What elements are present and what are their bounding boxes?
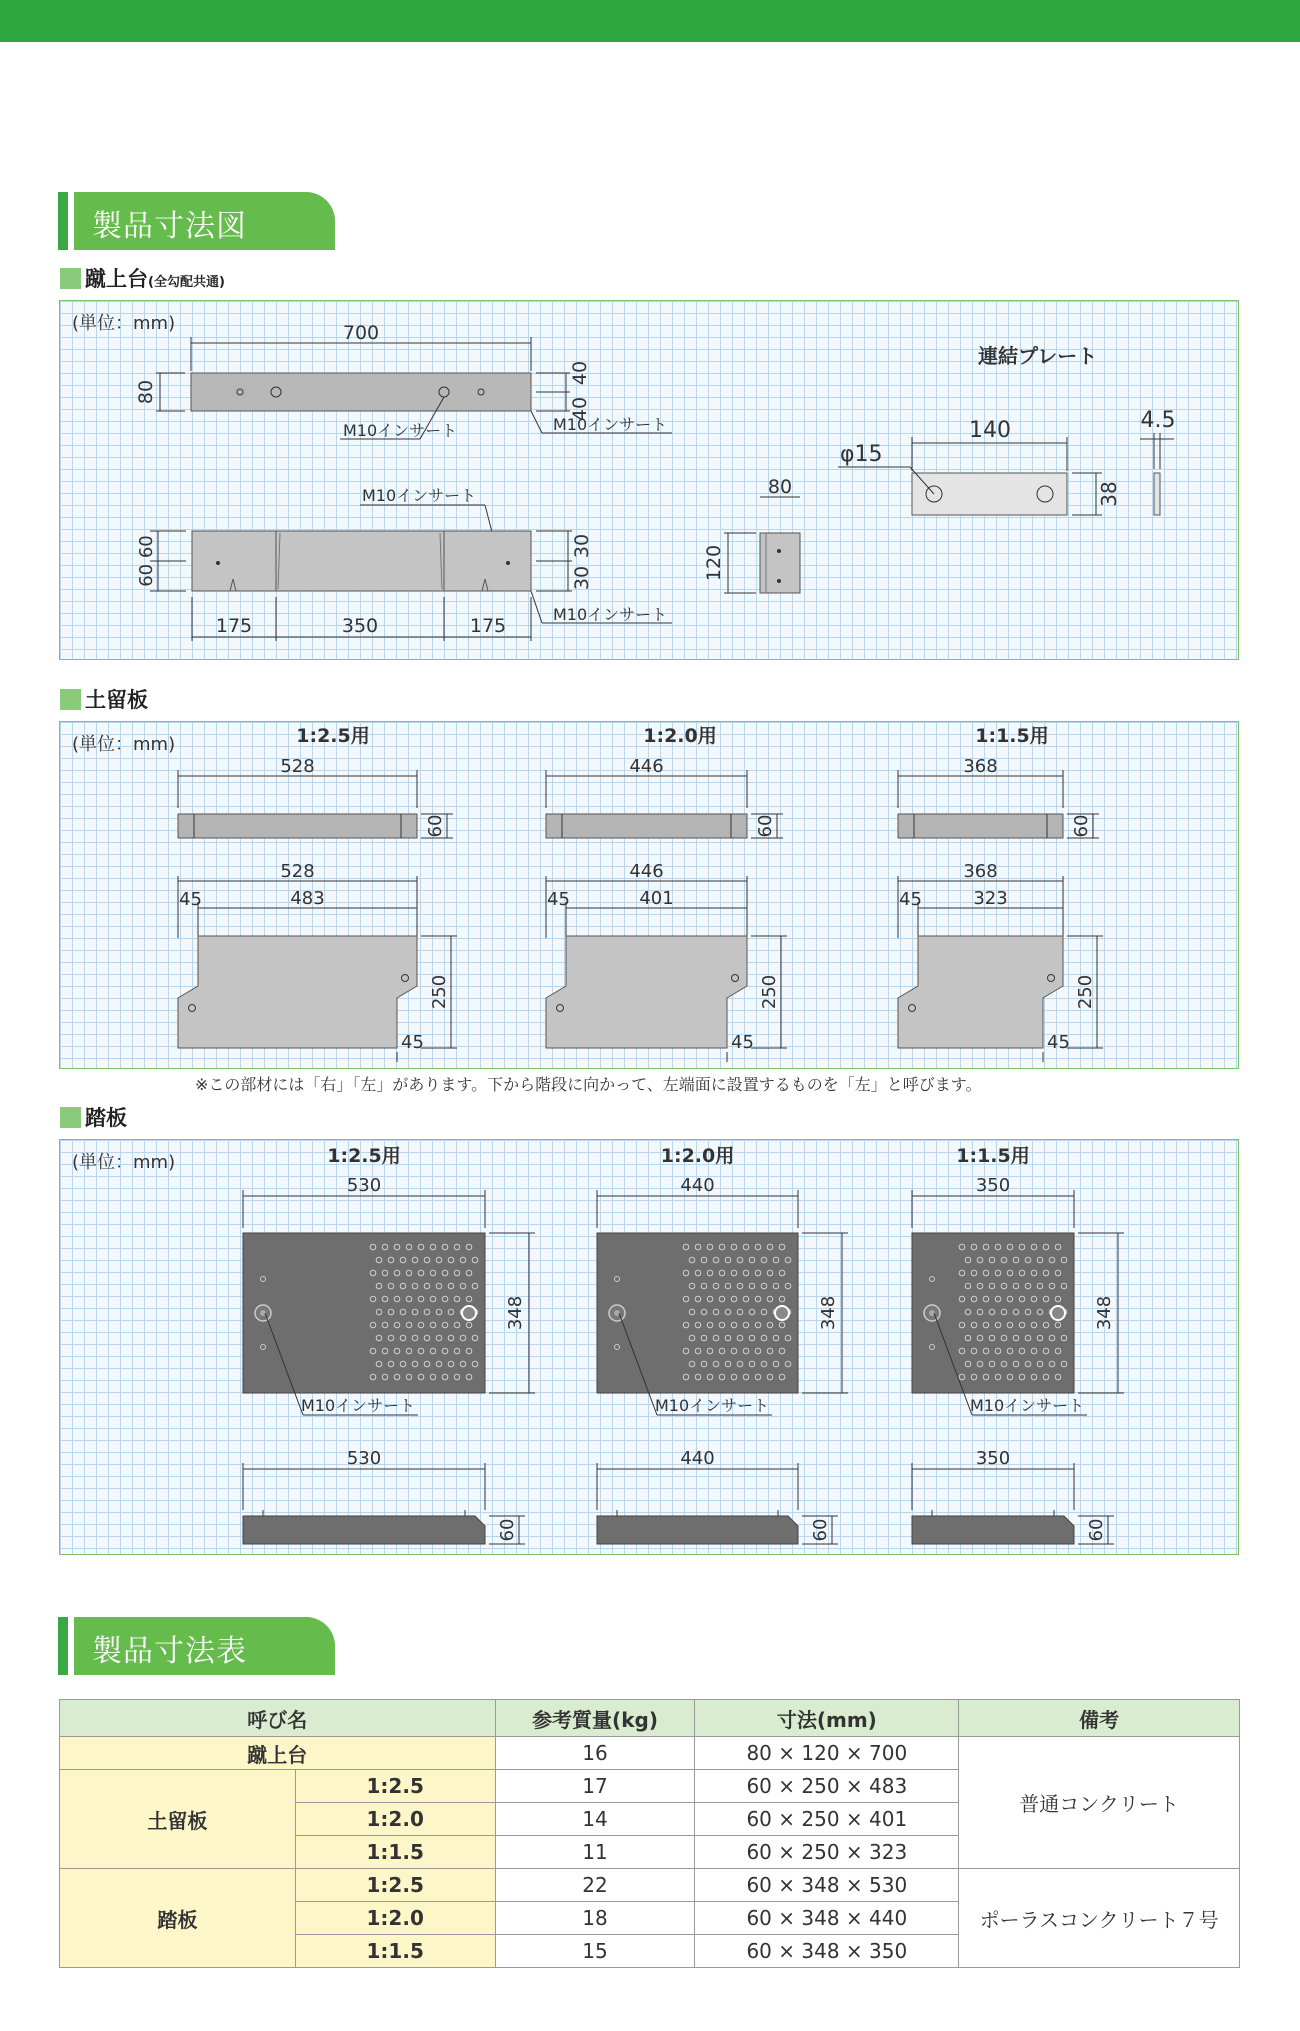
- product-name: 土留板: [60, 1770, 296, 1869]
- insert-hole: [1051, 1306, 1065, 1320]
- dim-thick: 60: [1071, 814, 1092, 838]
- svg-text:60 60: 60 60: [136, 535, 157, 587]
- size-cell: 60 × 348 × 440: [695, 1902, 959, 1935]
- dim-full: 368: [963, 861, 998, 882]
- dim-700: 700: [342, 322, 380, 344]
- table-header: 呼び名: [60, 1700, 496, 1737]
- board-front-view: [546, 936, 747, 1048]
- dim-notch: 45: [731, 1032, 754, 1053]
- dim-width2: 440: [680, 1448, 715, 1469]
- grade-cell: 1:2.5: [295, 1770, 495, 1803]
- section-heading-drawings: [58, 192, 335, 250]
- grade-cell: 1:1.5: [295, 1836, 495, 1869]
- dim-thick: 60: [755, 814, 776, 838]
- board-top-view: [178, 814, 417, 838]
- dim-full: 446: [629, 861, 664, 882]
- dim-thick: 60: [810, 1518, 831, 1542]
- dim-height: 250: [1075, 974, 1096, 1010]
- tread-side-view: [597, 1516, 798, 1544]
- tread-top-view: [597, 1233, 798, 1393]
- board-front-view: [898, 936, 1063, 1048]
- grade-cell: 1:2.5: [295, 1869, 495, 1902]
- tread-side-view: [912, 1516, 1074, 1544]
- drawing-panel-fumiita: [59, 1139, 1239, 1555]
- dodome-note: ※この部材には「右」「左」があります。下から階段に向かって、左端面に設置するものを「左」と呼びます。: [195, 1075, 982, 1094]
- board-front-view: [178, 936, 417, 1048]
- size-cell: 60 × 348 × 530: [695, 1869, 959, 1902]
- dim-width2: 530: [346, 1448, 382, 1469]
- mass-cell: 22: [495, 1869, 695, 1902]
- product-name: 踏板: [60, 1869, 296, 1968]
- subheading-kerudai: 蹴上台(全勾配共通): [60, 263, 225, 293]
- drawing-panel-dodomeita: [59, 721, 1239, 1069]
- mass-cell: 15: [495, 1935, 695, 1968]
- dim-left: 45: [179, 889, 202, 910]
- dim-175b: 175: [469, 615, 507, 637]
- size-cell: 60 × 348 × 350: [695, 1935, 959, 1968]
- insert-hole: [462, 1306, 476, 1320]
- grade-cell: 1:1.5: [295, 1935, 495, 1968]
- subheading-fumiita: 踏板: [60, 1102, 127, 1132]
- dim-30b: 30: [571, 565, 593, 591]
- dim-notch: 45: [1047, 1032, 1070, 1053]
- grade-label: 1:2.0用: [660, 1145, 735, 1167]
- dim-left: 45: [899, 889, 922, 910]
- dim-175a: 175: [215, 615, 253, 637]
- dim-thick: 60: [497, 1518, 518, 1542]
- section-title: 製品寸法表: [92, 1634, 247, 1669]
- dim-inner: 483: [290, 888, 325, 909]
- section-title: 製品寸法図: [92, 209, 247, 244]
- dim-left: 45: [547, 889, 570, 910]
- board-top-view: [546, 814, 747, 838]
- dim-350: 350: [341, 615, 379, 637]
- plate-title: 連結プレート: [978, 344, 1098, 368]
- insert-label-3: M10インサート: [362, 486, 477, 505]
- dim-30a: 30: [571, 533, 593, 559]
- dodome-drawing: [60, 722, 1240, 1070]
- insert-label-1: M10インサート: [343, 421, 458, 440]
- product-name: 蹴上台: [60, 1737, 496, 1770]
- dim-width2: 350: [975, 1448, 1011, 1469]
- plate-hole: φ15: [840, 442, 883, 467]
- remark-cell: ポーラスコンクリート７号: [959, 1869, 1240, 1968]
- size-cell: 60 × 250 × 483: [695, 1770, 959, 1803]
- dim-thick: 60: [1086, 1518, 1107, 1542]
- board-top-view: [898, 814, 1063, 838]
- dim-inner: 401: [639, 888, 674, 909]
- grade-label: 1:1.5用: [956, 1145, 1030, 1167]
- table-header-row: [60, 1700, 1240, 1737]
- subheading-dodomeita: 土留板: [60, 684, 148, 714]
- dim-height: 250: [429, 974, 450, 1010]
- insert-label: M10インサート: [655, 1396, 770, 1415]
- unit-label: (単位：mm): [72, 734, 176, 755]
- dim-38: 38: [1097, 481, 1121, 507]
- mass-cell: 18: [495, 1902, 695, 1935]
- table-row: [60, 1869, 1240, 1902]
- dim-40b: 40: [569, 396, 591, 422]
- dim-80: 80: [135, 379, 157, 405]
- dim-top: 446: [629, 756, 664, 777]
- insert-label: M10インサート: [970, 1396, 1085, 1415]
- dim-width: 530: [346, 1175, 382, 1196]
- grade-label: 1:2.5用: [296, 725, 370, 747]
- unit-label: (単位：mm): [72, 1152, 176, 1173]
- table-header: 備考: [959, 1700, 1240, 1737]
- grade-label: 1:2.0用: [643, 725, 717, 747]
- dim-depth: 348: [818, 1295, 839, 1331]
- insert-label-2: M10インサート: [553, 415, 668, 434]
- section-heading-table: [58, 1617, 335, 1675]
- mass-cell: 14: [495, 1803, 695, 1836]
- unit-label: (単位：mm): [72, 313, 176, 334]
- kerudai-drawing: [60, 301, 1240, 661]
- dim-120: 120: [703, 544, 725, 582]
- grade-label: 1:1.5用: [975, 725, 1049, 747]
- mass-cell: 17: [495, 1770, 695, 1803]
- insert-hole: [775, 1306, 789, 1320]
- dim-height: 250: [759, 974, 780, 1010]
- drawing-panel-kerudai: [59, 300, 1239, 660]
- dim-40a: 40: [569, 360, 591, 386]
- dim-notch: 45: [401, 1032, 424, 1053]
- dim-inner: 323: [973, 888, 1008, 909]
- table-header: 寸法(mm): [695, 1700, 959, 1737]
- dim-thick: 60: [425, 814, 446, 838]
- dim-top: 368: [963, 756, 998, 777]
- mass-cell: 16: [495, 1737, 695, 1770]
- dim-side-80: 80: [767, 476, 793, 498]
- dim-top: 528: [280, 756, 315, 777]
- dim-depth: 348: [1094, 1295, 1115, 1331]
- table-row: [60, 1737, 1240, 1770]
- insert-label-4: M10インサート: [553, 605, 668, 624]
- dim-depth: 348: [505, 1295, 526, 1331]
- size-cell: 60 × 250 × 323: [695, 1836, 959, 1869]
- size-cell: 60 × 250 × 401: [695, 1803, 959, 1836]
- mass-cell: 11: [495, 1836, 695, 1869]
- dim-width: 350: [975, 1175, 1011, 1196]
- grade-cell: 1:2.0: [295, 1902, 495, 1935]
- fumi-drawing: [60, 1140, 1240, 1556]
- table-header: 参考質量(kg): [495, 1700, 695, 1737]
- tread-side-view: [243, 1516, 485, 1544]
- dim-4-5: 4.5: [1140, 408, 1176, 433]
- top-green-bar: [0, 0, 1300, 42]
- dim-width: 440: [680, 1175, 715, 1196]
- dim-full: 528: [280, 861, 315, 882]
- size-cell: 80 × 120 × 700: [695, 1737, 959, 1770]
- dim-140: 140: [969, 418, 1011, 443]
- grade-cell: 1:2.0: [295, 1803, 495, 1836]
- remark-cell: 普通コンクリート: [959, 1737, 1240, 1869]
- insert-label: M10インサート: [301, 1396, 416, 1415]
- spec-table: [59, 1699, 1240, 1968]
- grade-label: 1:2.5用: [327, 1145, 401, 1167]
